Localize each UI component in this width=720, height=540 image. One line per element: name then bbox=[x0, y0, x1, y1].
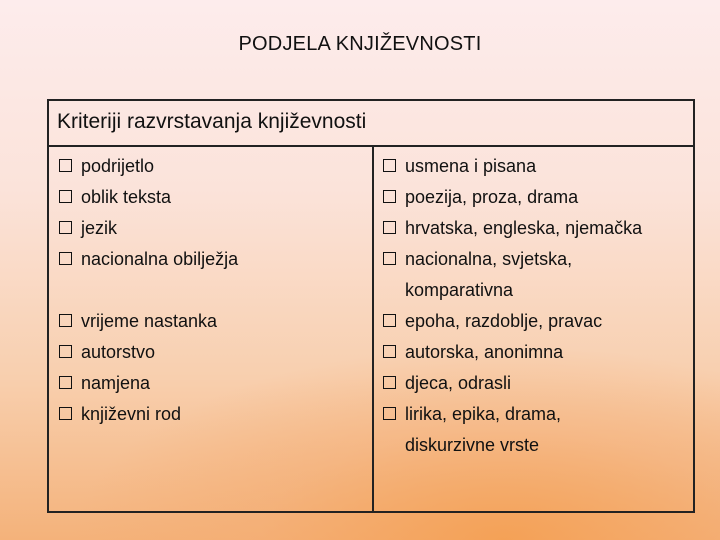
table-header: Kriteriji razvrstavanja književnosti bbox=[49, 101, 693, 147]
checkbox-square-icon bbox=[383, 252, 396, 265]
category-item bbox=[383, 182, 688, 213]
slide-title: PODJELA KNJIŽEVNOSTI bbox=[238, 33, 482, 55]
category-item bbox=[383, 306, 688, 337]
group-spacer bbox=[59, 275, 364, 306]
criterion-label: namjena bbox=[81, 373, 151, 393]
checkbox-square-icon bbox=[383, 221, 396, 234]
category-label: autorska, anonimna bbox=[405, 342, 564, 362]
checkbox-square-icon bbox=[383, 345, 396, 358]
column-divider bbox=[372, 147, 374, 511]
checkbox-square-icon bbox=[59, 407, 72, 420]
category-item bbox=[383, 337, 688, 368]
criterion-label: jezik bbox=[81, 218, 118, 238]
category-item bbox=[383, 368, 688, 399]
checkbox-square-icon bbox=[383, 190, 396, 203]
checkbox-square-icon bbox=[383, 314, 396, 327]
table-body bbox=[49, 147, 693, 511]
criterion-label: književni rod bbox=[81, 404, 182, 424]
category-label: hrvatska, engleska, njemačka bbox=[405, 218, 643, 238]
criterion-label: nacionalna obilježja bbox=[81, 249, 239, 269]
criteria-column bbox=[59, 151, 364, 430]
checkbox-square-icon bbox=[59, 221, 72, 234]
criterion-label: autorstvo bbox=[81, 342, 156, 362]
category-label: nacionalna, svjetska, bbox=[405, 249, 573, 269]
checkbox-square-icon bbox=[383, 159, 396, 172]
checkbox-square-icon bbox=[59, 159, 72, 172]
checkbox-square-icon bbox=[383, 407, 396, 420]
category-item bbox=[383, 399, 688, 461]
checkbox-square-icon bbox=[59, 345, 72, 358]
checkbox-square-icon bbox=[59, 190, 72, 203]
checkbox-square-icon bbox=[59, 252, 72, 265]
criterion-label: oblik teksta bbox=[81, 187, 172, 207]
category-label: lirika, epika, drama, bbox=[405, 404, 562, 424]
category-label-continued: komparativna bbox=[405, 280, 514, 300]
criterion-item bbox=[59, 182, 364, 213]
criterion-item bbox=[59, 213, 364, 244]
category-label: poezija, proza, drama bbox=[405, 187, 579, 207]
category-label: djeca, odrasli bbox=[405, 373, 512, 393]
category-label-continued: diskurzivne vrste bbox=[405, 435, 540, 455]
category-item bbox=[383, 244, 688, 306]
criterion-item bbox=[59, 151, 364, 182]
criterion-item bbox=[59, 368, 364, 399]
category-label: epoha, razdoblje, pravac bbox=[405, 311, 603, 331]
criterion-label: vrijeme nastanka bbox=[81, 311, 218, 331]
category-label: usmena i pisana bbox=[405, 156, 537, 176]
criterion-label: podrijetlo bbox=[81, 156, 155, 176]
checkbox-square-icon bbox=[59, 376, 72, 389]
criterion-item bbox=[59, 337, 364, 368]
criterion-item bbox=[59, 244, 364, 275]
category-item bbox=[383, 151, 688, 182]
checkbox-square-icon bbox=[59, 314, 72, 327]
criteria-table bbox=[47, 99, 695, 513]
criterion-item bbox=[59, 306, 364, 337]
categories-column bbox=[383, 151, 688, 461]
criterion-item bbox=[59, 399, 364, 430]
checkbox-square-icon bbox=[383, 376, 396, 389]
category-item bbox=[383, 213, 688, 244]
